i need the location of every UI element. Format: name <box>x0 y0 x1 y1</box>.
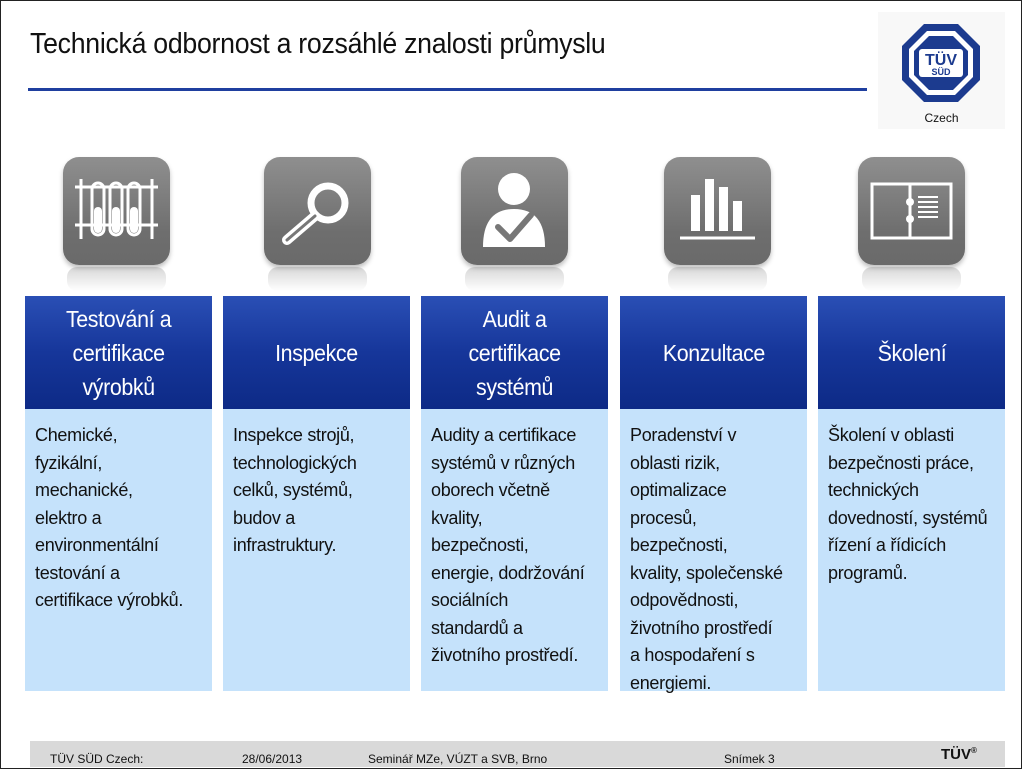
magnifier-icon <box>264 157 371 265</box>
tile-training <box>858 157 965 265</box>
book-icon <box>858 157 965 265</box>
tile-audit <box>461 157 568 265</box>
column-body-training: Školení v oblasti bezpečnosti práce, technických dovedností, systémů řízení a řídicích programů. <box>818 409 1005 691</box>
title-underline <box>28 88 867 91</box>
column-body-testing: Chemické, fyzikální, mechanické, elektro a environmentální testování a certifikace výrobků. <box>25 409 212 691</box>
logo-text-sud: SÜD <box>931 67 951 77</box>
footer-date: 28/06/2013 <box>242 752 303 766</box>
footer-slide-number: Snímek 3 <box>724 752 775 766</box>
bar-chart-icon <box>664 157 771 265</box>
column-body-inspection: Inspekce strojů, technologických celků, systémů, budov a infrastruktury. <box>223 409 410 691</box>
tuv-octagon-icon <box>900 22 982 104</box>
column-heading-inspection: Inspekce <box>223 296 410 409</box>
footer-tuv-logo: TÜV® <box>941 746 977 763</box>
logo-text-tuv: TÜV <box>925 52 957 69</box>
column-body-audit: Audity a certifikace systémů v různých oborech včetně kvality, bezpečnosti, energie, dodržování sociálních standardů a životního prostředí. <box>421 409 608 691</box>
column-heading-training: Školení <box>818 296 1005 409</box>
test-tubes-icon <box>63 157 170 265</box>
slide-title: Technická odbornost a rozsáhlé znalosti průmyslu <box>30 28 606 60</box>
slide-footer <box>30 741 1005 767</box>
column-heading-consulting: Konzultace <box>620 296 807 409</box>
column-heading-audit: Audit a certifikace systémů <box>421 296 608 409</box>
footer-event: Seminář MZe, VÚZT a SVB, Brno <box>368 752 548 766</box>
tuv-sud-logo <box>878 12 1005 129</box>
person-check-icon <box>461 157 568 265</box>
column-heading-testing: Testování a certifikace výrobků <box>25 296 212 409</box>
footer-company: TÜV SÜD Czech: <box>50 752 144 766</box>
logo-caption: Czech <box>924 111 959 125</box>
tile-consulting <box>664 157 771 265</box>
column-body-consulting: Poradenství v oblasti rizik, optimalizace procesů, bezpečnosti, kvality, společenské odpovědnosti, životního prostředí a hospodaření s energiemi. <box>620 409 807 691</box>
tile-inspection <box>264 157 371 265</box>
tile-testing <box>63 157 170 265</box>
